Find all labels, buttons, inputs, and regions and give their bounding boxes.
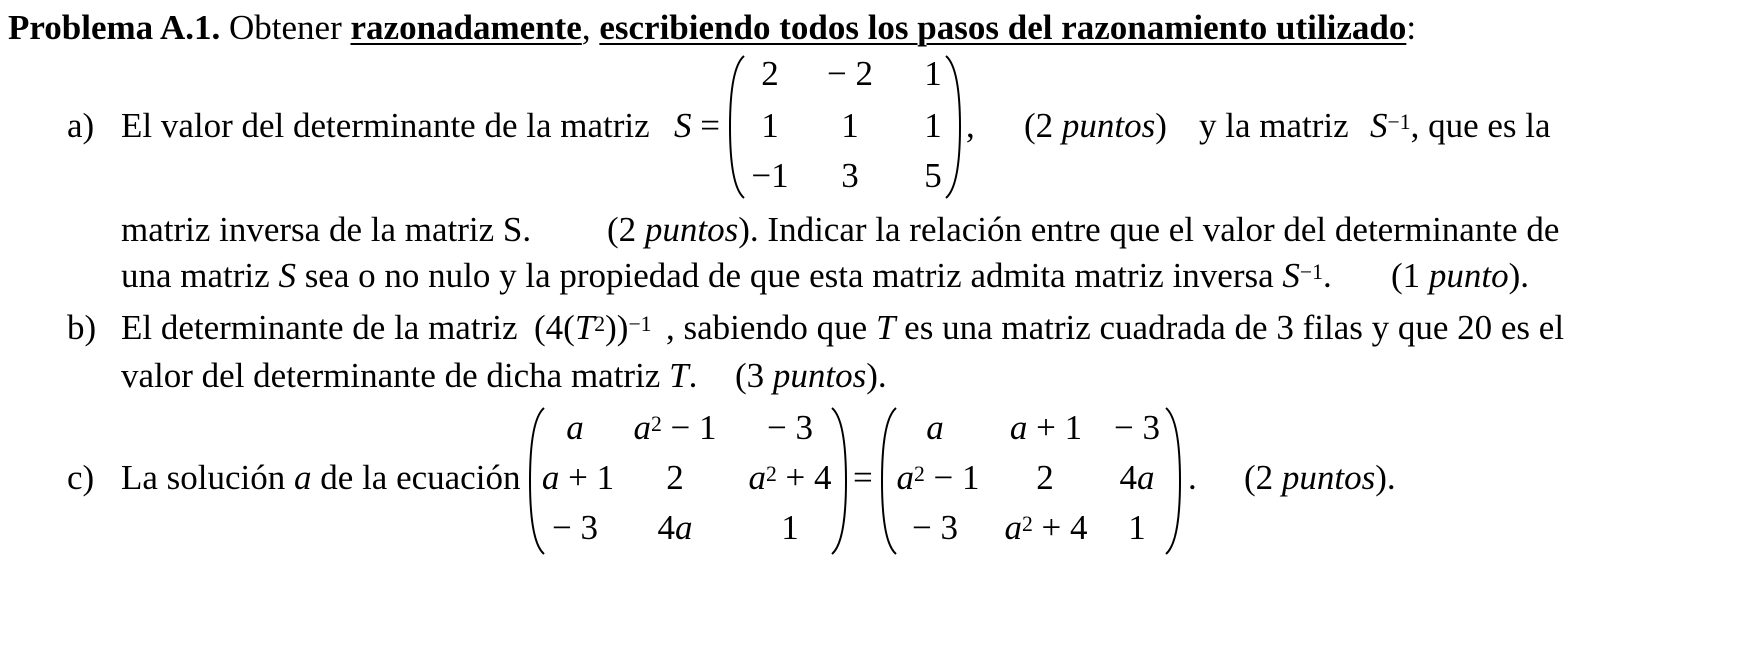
points-word: puntos <box>1061 106 1156 145</box>
equals-sign: = <box>700 106 720 145</box>
left-matrix-cell: 2 <box>666 458 684 497</box>
tail2: es una matriz cuadrada de 3 filas y que 20 es el <box>895 308 1565 347</box>
part-b-points <box>735 356 887 396</box>
line3-dot: . <box>1322 256 1332 295</box>
problem-heading <box>8 8 1416 48</box>
problem-intro: Obtener <box>229 8 342 47</box>
right-matrix-cell: − 3 <box>1114 408 1160 447</box>
heading-colon: : <box>1406 8 1417 47</box>
part-b-expression <box>534 308 652 348</box>
points-close: ). <box>866 356 887 395</box>
matrix-S-cell: 3 <box>841 156 859 195</box>
right-matrix-cell: a + 1 <box>1009 408 1083 447</box>
points-close: ). Indicar la relación entre que el valor del determinante de <box>738 210 1560 249</box>
matrix-S-name: S <box>674 106 692 145</box>
left-matrix-cell: $a^2 + 4$ <box>748 458 832 497</box>
part-b-line2 <box>121 356 697 396</box>
left-matrix-cell: − 3 <box>767 408 813 447</box>
left-matrix-cell: a + 1 <box>541 458 615 497</box>
matrix-equals-sign: = <box>853 458 873 497</box>
points-open: (2 <box>1024 106 1062 145</box>
line2-dot: . <box>688 356 698 395</box>
part-a-line1-text: El valor del determinante de la matriz <box>121 106 650 145</box>
part-a-points-3 <box>1391 256 1529 296</box>
expr-close: )) <box>605 308 629 347</box>
inverse-S-symbol <box>1370 106 1551 146</box>
expr-T: T <box>574 308 595 347</box>
part-a-marker: a) <box>67 106 95 145</box>
line3-text: sea o no nulo y la propiedad de que esta matriz admita matriz inversa <box>295 256 1283 295</box>
right-matrix-cell: 4a <box>1119 458 1155 497</box>
points-word: punto <box>1428 256 1509 295</box>
part-a-line2-text: matriz inversa de la matriz S. <box>121 210 532 249</box>
tail-T: T <box>875 308 896 347</box>
matrix-S-cell: −1 <box>751 156 789 195</box>
left-matrix-cell: − 3 <box>552 508 598 547</box>
left-matrix-cell: a <box>566 408 584 447</box>
expr-T-exp: 2 <box>594 312 606 337</box>
line2-text: valor del determinante de dicha matriz <box>121 356 670 395</box>
left-matrix-cell: $a^2 - 1$ <box>633 408 717 447</box>
right-matrix-cell: $a^2 + 4$ <box>1004 508 1088 547</box>
matrix-S-cell: 1 <box>761 106 779 145</box>
matrix-S-cell: 1 <box>841 106 859 145</box>
right-matrix-cell: 1 <box>1128 508 1146 547</box>
points-word: puntos <box>644 210 739 249</box>
line3-S: S <box>278 256 296 295</box>
expr-exp: −1 <box>628 312 652 337</box>
part-c-line-text <box>121 458 520 498</box>
right-matrix-cell: − 3 <box>912 508 958 547</box>
part-a-line1-tail: y la matriz <box>1199 106 1349 145</box>
part-c-end-dot: . <box>1188 458 1197 497</box>
part-a-line3 <box>121 256 1332 296</box>
matrix-S-cell: − 2 <box>827 54 873 93</box>
points-close: ). <box>1375 458 1396 497</box>
left-matrix-cell: 1 <box>781 508 799 547</box>
part-b-line1-text: El determinante de la matriz <box>121 308 518 347</box>
tail1: , sabiendo que <box>666 308 876 347</box>
points-word: puntos <box>772 356 867 395</box>
heading-comma: , <box>581 8 591 47</box>
right-matrix-cell: $a^2 - 1$ <box>896 458 980 497</box>
line-text2: de la ecuación <box>311 458 521 497</box>
var-a: a <box>294 458 312 497</box>
left-matrix-cell: 4a <box>657 508 693 547</box>
part-b-marker: b) <box>67 308 97 347</box>
part-a-points-2 <box>607 210 1559 250</box>
part-c-marker: c) <box>67 458 95 497</box>
matrix-S-cell: 5 <box>924 156 942 195</box>
part-a-line1-end: , que es la <box>1410 106 1551 145</box>
part-b-line1-tail <box>666 308 1564 348</box>
points-open: (2 <box>607 210 645 249</box>
emphasis-steps: escribiendo todos los pasos del razonamiento utilizado <box>599 8 1407 47</box>
inverse-exponent: −1 <box>1387 110 1411 135</box>
matrix-S-cell: 1 <box>924 54 942 93</box>
matrix-S-label <box>674 106 720 146</box>
line3-inverse-exp: −1 <box>1299 260 1323 285</box>
emphasis-razonadamente: razonadamente <box>350 8 582 47</box>
right-matrix-cell: a <box>926 408 944 447</box>
expr-open: (4( <box>534 308 575 347</box>
points-close: ) <box>1155 106 1167 145</box>
inverse-base: S <box>1370 106 1388 145</box>
right-matrix-cell: 2 <box>1036 458 1054 497</box>
line-text: La solución <box>121 458 295 497</box>
part-a-line2 <box>121 210 531 250</box>
line3-inverse-base: S <box>1282 256 1300 295</box>
points-close: ). <box>1508 256 1530 295</box>
part-a-points-1 <box>1024 106 1167 146</box>
matrix-S-cell: 2 <box>761 54 779 93</box>
line2-T: T <box>669 356 689 395</box>
points-open: (3 <box>735 356 773 395</box>
problem-label: Problema A.1. <box>8 8 221 47</box>
matrix-S-cell: 1 <box>924 106 942 145</box>
part-c-points <box>1244 458 1396 498</box>
points-open: (2 <box>1244 458 1282 497</box>
line3-start: una matriz <box>121 256 279 295</box>
points-open: (1 <box>1391 256 1429 295</box>
points-word: puntos <box>1281 458 1376 497</box>
matrix-S-comma: , <box>966 106 975 145</box>
